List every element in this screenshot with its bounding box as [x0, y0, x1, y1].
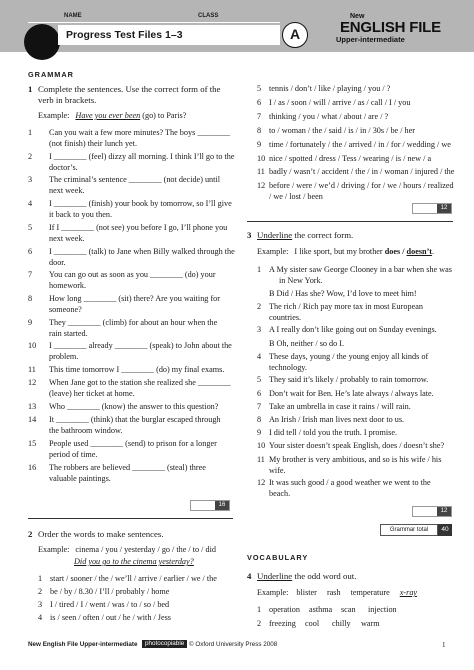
q2-example	[38, 545, 248, 556]
item-text: I ________ (finish) your book by tomorrow, so I’ll give	[49, 199, 232, 209]
item-number: 3	[28, 175, 33, 185]
item-word: cool	[305, 619, 320, 628]
item-number: 15	[28, 438, 37, 448]
q3-number: 3	[247, 230, 252, 240]
q4-example-word: temperature	[350, 588, 390, 597]
q4-example-word: blister	[296, 588, 317, 597]
item-text: Your sister doesn’t speak English, does / doesn’t she?	[269, 441, 445, 451]
q2-score	[412, 203, 452, 214]
item-text: thinking / you / what / about / are / ?	[269, 111, 389, 121]
q1-score	[190, 500, 230, 511]
item-number: 5	[257, 84, 262, 93]
item-text-cont: valuable paintings.	[49, 473, 111, 483]
item-text: The rich / Rich pay more tax in most European	[269, 301, 423, 311]
item-number: 3	[257, 325, 262, 335]
item-text: time / fortunately / the / arrived / in / for / wedding / we	[269, 139, 451, 149]
item-number: 8	[28, 293, 33, 303]
item-text: Don’t wait for Ben. He’s late always / always late.	[269, 388, 434, 398]
header-circle-decoration	[24, 24, 60, 60]
item-number: 7	[257, 401, 262, 411]
item-text: A I really don’t like going out on Sunday evenings.	[269, 325, 437, 335]
q3-item	[257, 265, 457, 289]
divider	[247, 221, 453, 222]
q1-number: 1	[28, 84, 33, 94]
q3-item	[257, 455, 457, 479]
item-number: 1	[257, 265, 262, 274]
item-text: These days, young / the young enjoy all kinds of	[269, 351, 429, 361]
item-number: 11	[257, 454, 265, 464]
item-text: badly / wasn’t / accident / the / in / woman / injured / the	[269, 167, 455, 177]
item-text-cont: door.	[49, 257, 66, 267]
q4-instruction-underline: Underline	[257, 571, 293, 581]
item-text-cont: period of time.	[49, 449, 98, 459]
name-label: NAME	[64, 13, 82, 19]
item-text-cont: next week.	[49, 233, 85, 243]
q2-example-label: Example:	[38, 545, 70, 554]
q1-instruction: Complete the sentences. Use the correct form of the verb in brackets.	[38, 84, 221, 106]
item-text-cont: / we / lost / been	[269, 192, 323, 202]
item-text-cont: someone?	[49, 304, 82, 314]
item-text: I ________ (talk) to Jane when Billy walked through the	[49, 246, 235, 256]
q1-heading	[28, 84, 236, 106]
q1-example	[38, 111, 238, 122]
item-text: It was such good / a good weather we went to the	[269, 478, 431, 488]
q1-example-label: Example:	[38, 111, 70, 120]
item-text: I did tell / told you the truth. I promise.	[269, 428, 398, 438]
q2-example-answer: Did you go to the cinema yesterday?	[74, 557, 194, 566]
q3-example-end: .	[432, 247, 435, 256]
q4-number: 4	[247, 571, 252, 581]
q1-item	[28, 223, 238, 247]
brand-new: New	[350, 13, 365, 20]
footer-title: New English File Upper-intermediate	[28, 641, 138, 648]
item-text: The criminal’s sentence ________ (not decide) until	[49, 175, 220, 185]
item-number: 2	[38, 587, 43, 596]
item-text-cont: next week.	[49, 186, 85, 196]
item-number: 4	[38, 613, 43, 622]
item-word: operation	[269, 605, 300, 614]
item-text-cont: the bathroom window.	[49, 426, 123, 436]
q1-item	[28, 439, 238, 463]
item-text: It ________ (think) that the burglar escaped through	[49, 415, 221, 425]
q1-item	[28, 341, 238, 365]
item-number: 11	[28, 365, 36, 374]
item-text: B Oh, neither / so do I.	[269, 338, 345, 348]
q3-item	[257, 302, 457, 326]
item-number: 2	[257, 301, 262, 311]
q3-example	[257, 247, 457, 258]
item-number: 10	[257, 153, 266, 163]
q3-heading	[247, 230, 455, 241]
q1-item	[28, 378, 238, 402]
q2-instruction: Order the words to make sentences.	[38, 529, 164, 539]
footer-copyright: © Oxford University Press 2008	[189, 641, 278, 648]
q4-example-label: Example:	[257, 588, 289, 597]
item-text-cont: in New York.	[279, 276, 323, 285]
item-text: They said it’s likely / probably to rain tomorrow.	[269, 375, 429, 385]
page-number: 1	[442, 641, 446, 649]
q1-item	[28, 415, 238, 439]
item-text: nice / spotted / dress / Tess / wearing / is / new / a	[269, 153, 432, 163]
item-text-cont: problem.	[49, 352, 79, 362]
q3-example-text: I like sport, but my brother	[294, 247, 385, 256]
q4-example	[257, 588, 457, 599]
item-number: 2	[28, 151, 33, 161]
q1-item	[28, 294, 238, 318]
q4-instruction	[257, 571, 457, 582]
item-text-cont: it back to you then.	[49, 210, 112, 220]
class-label: CLASS	[198, 13, 219, 19]
item-number: 6	[257, 388, 262, 398]
item-text: I / as / soon / will / arrive / as / call / I / you	[269, 97, 411, 107]
item-text: Can you wait a few more minutes? The boys ________	[49, 128, 231, 137]
q4-instruction-rest: the odd word out.	[292, 571, 357, 581]
item-number: 6	[28, 246, 33, 256]
item-number: 12	[257, 181, 266, 191]
q1-item	[28, 128, 238, 152]
item-number: 2	[257, 619, 262, 628]
item-text-cont: (leave) her ticket at home.	[49, 389, 135, 399]
q2-item	[257, 181, 457, 203]
item-word: chilly	[332, 619, 351, 628]
q3-example-opt2: doesn’t	[406, 247, 433, 256]
section-grammar: GRAMMAR	[28, 70, 74, 79]
q1-item	[28, 152, 238, 176]
item-text: People used ________ (send) to prison for a longer	[49, 438, 217, 448]
section-vocabulary: VOCABULARY	[247, 553, 309, 562]
item-number: 14	[28, 415, 37, 425]
q4-heading	[247, 571, 455, 582]
q2-number: 2	[28, 529, 33, 539]
item-text-cont: beach.	[269, 489, 291, 499]
q4-item	[257, 619, 457, 631]
item-number: 1	[38, 574, 43, 583]
photocopiable-badge: photocopiable	[142, 640, 187, 648]
item-text: When Jane got to the station she realized she ________	[49, 378, 231, 388]
q1-item	[28, 270, 238, 294]
q2-example-answer-row	[74, 557, 254, 568]
item-number: 7	[28, 270, 33, 280]
item-number: 3	[38, 600, 43, 609]
test-version-badge: A	[282, 22, 308, 48]
item-number: 13	[28, 401, 37, 411]
item-number: 6	[257, 97, 262, 107]
name-class-strip	[28, 10, 283, 22]
q3-instruction-rest: the correct form.	[292, 230, 354, 240]
item-number: 10	[28, 341, 37, 351]
item-text: is / seen / often / out / he / with / Jess	[50, 613, 171, 622]
q1-item	[28, 199, 238, 223]
name-line	[28, 22, 280, 23]
item-number: 9	[28, 317, 33, 327]
item-text: They ________ (climb) for about an hour when the	[49, 317, 218, 327]
item-text: Who ________ (know) the answer to this question?	[49, 401, 219, 411]
grammar-total-value: 40	[438, 524, 452, 536]
item-text: before / were / we’d / driving / for / we / hours / realized	[269, 181, 454, 191]
item-text-cont: wife.	[269, 465, 286, 475]
item-text-cont: homework.	[49, 281, 87, 291]
item-text: I / tired / I / went / was / to / so / bed	[50, 600, 170, 609]
item-text: How long ________ (sit) there? Are you waiting for	[49, 293, 220, 303]
item-text: I ________ already ________ (speak) to John about the	[49, 341, 232, 351]
item-word: asthma	[309, 605, 333, 614]
q3-score	[412, 506, 452, 517]
item-text: start / sooner / the / we’ll / arrive / earlier / we / the	[50, 574, 217, 583]
item-text: The robbers are believed ________ (steal) three	[49, 462, 206, 472]
q3-score-value: 12	[437, 507, 451, 516]
item-text-cont: doctor’s.	[49, 162, 78, 172]
item-number: 8	[257, 125, 262, 135]
page-title: Progress Test Files 1–3	[66, 29, 183, 41]
item-text: to / woman / the / said / is / in / 30s / be / her	[269, 125, 415, 135]
q4-example-word: rash	[326, 588, 341, 597]
item-text: An Irish / Irish man lives next door to us.	[269, 415, 405, 424]
item-text: A My sister saw George Clooney in a bar when she was	[269, 265, 452, 274]
item-text: If I ________ (not see) you before I go, I’ll phone you	[49, 222, 228, 232]
q1-example-rest: (go) to Paris?	[140, 111, 187, 120]
q1-score-value: 16	[215, 501, 229, 510]
item-number: 10	[257, 441, 266, 451]
q4-example-answer: x-ray	[399, 588, 418, 597]
item-number: 12	[28, 378, 37, 388]
item-number: 8	[257, 415, 262, 424]
q3-instruction-underline: Underline	[257, 230, 293, 240]
item-text: tennis / don’t / like / playing / you / ?	[269, 84, 391, 93]
item-number: 16	[28, 462, 37, 472]
q4-item	[257, 605, 457, 617]
item-number: 9	[257, 428, 262, 438]
q1-item	[28, 463, 238, 487]
q3-example-sep: /	[400, 247, 407, 256]
item-number: 4	[257, 351, 262, 361]
item-number: 4	[28, 199, 33, 209]
item-number: 5	[257, 375, 262, 385]
q2-heading	[28, 529, 236, 540]
q3-example-opt1: does	[384, 247, 401, 256]
item-text: B Did / Has she? Wow, I’d love to meet him!	[269, 288, 417, 298]
q1-item	[28, 318, 238, 342]
q3-item	[257, 478, 457, 502]
q3-item	[257, 352, 457, 376]
item-text-cont: (not finish) their lunch yet.	[49, 139, 137, 148]
divider	[28, 518, 233, 519]
q2-score-value: 12	[437, 204, 451, 213]
brand-main: ENGLISH FILE	[340, 19, 441, 36]
item-number: 5	[28, 222, 33, 232]
item-text: My brother is very ambitious, and so is his wife / his	[269, 454, 442, 464]
item-text: I ________ (feel) dizzy all morning. I think I’ll go to the	[49, 151, 235, 161]
item-text: be / by / 8.30 / I’ll / probably / home	[50, 587, 170, 596]
item-word: scan	[341, 605, 356, 614]
item-number: 12	[257, 478, 266, 488]
item-number: 1	[28, 128, 33, 137]
brand-sub: Upper-intermediate	[336, 35, 405, 44]
q2-item	[38, 613, 238, 635]
item-number: 11	[257, 167, 265, 177]
q1-item	[28, 247, 238, 271]
item-number: 9	[257, 139, 262, 149]
q3-example-label: Example:	[257, 247, 289, 256]
q2-example-words: cinema / you / yesterday / go / the / to / did	[75, 545, 216, 554]
item-word: warm	[361, 619, 380, 628]
item-text: Take an umbrella in case it rains / will rain.	[269, 401, 411, 411]
item-number: 7	[257, 111, 262, 121]
q1-example-answer: Have you ever been	[75, 111, 141, 120]
item-text: You can go out as soon as you ________ (do) your	[49, 270, 216, 280]
q3-instruction	[257, 230, 457, 241]
item-number: 1	[257, 605, 262, 614]
item-text-cont: countries.	[269, 312, 302, 322]
q1-item	[28, 175, 238, 199]
item-text-cont: technology.	[269, 362, 307, 372]
item-text-cont: rain started.	[49, 328, 88, 338]
item-word: injection	[368, 605, 397, 614]
grammar-total-label: Grammar total	[380, 524, 438, 536]
item-word: freezing	[269, 619, 296, 628]
item-text: This time tomorrow I ________ (do) my final exams.	[49, 365, 225, 374]
